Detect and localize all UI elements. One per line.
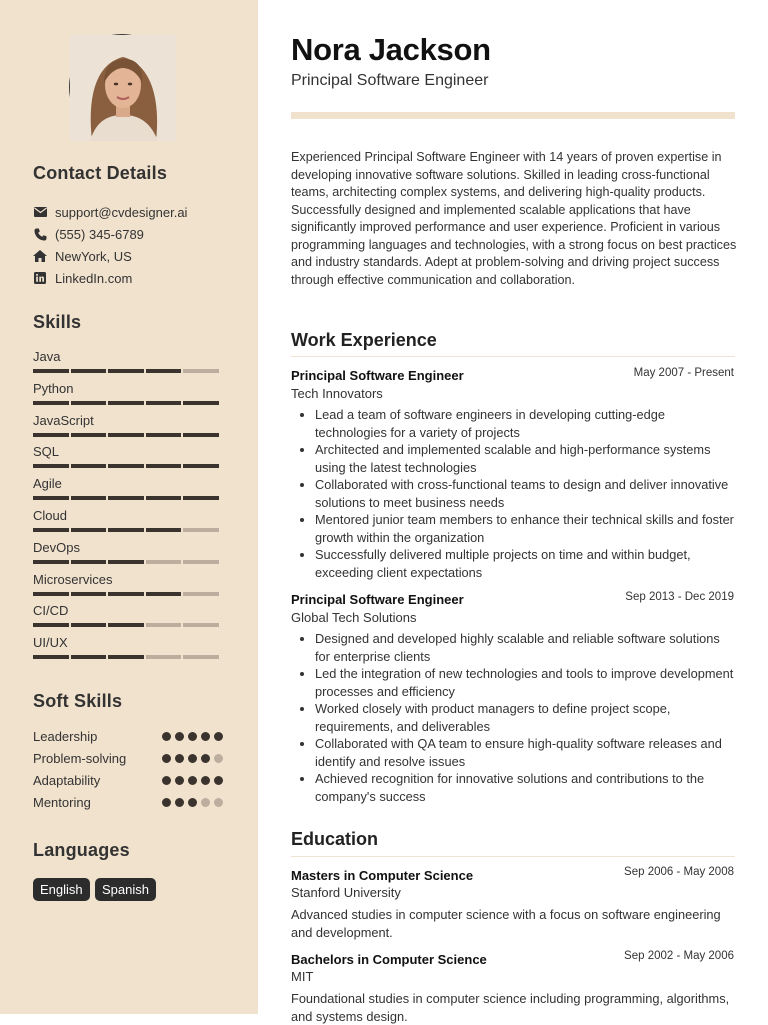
skill-label: Agile bbox=[33, 476, 62, 492]
contact-linkedin-text: LinkedIn.com bbox=[55, 270, 133, 286]
soft-skill-rating bbox=[162, 732, 223, 741]
job-bullet: Achieved recognition for innovative solutions and contributions to the company's success bbox=[296, 770, 736, 805]
contact-email-text: support@cvdesigner.ai bbox=[55, 204, 188, 220]
languages-heading: Languages bbox=[33, 840, 130, 860]
skill-label: CI/CD bbox=[33, 603, 69, 619]
soft-skill-item bbox=[33, 793, 223, 811]
skill-level-segment bbox=[108, 433, 144, 437]
skill-level-segment bbox=[71, 623, 107, 627]
rating-dot bbox=[188, 732, 197, 741]
soft-skill-label: Mentoring bbox=[33, 794, 91, 810]
skill-level-bars bbox=[33, 464, 223, 468]
edu-1-description: Advanced studies in computer science with a focus on software engineering and development. bbox=[291, 907, 721, 940]
skill-label: DevOps bbox=[33, 539, 80, 555]
skill-level-segment bbox=[108, 496, 144, 500]
rating-dot bbox=[201, 798, 210, 807]
job-2-company: Global Tech Solutions bbox=[291, 610, 417, 625]
edu-2-degree: Bachelors in Computer Science bbox=[291, 952, 487, 967]
skill-level-bars bbox=[33, 592, 223, 596]
job-2-date: Sep 2013 - Dec 2019 bbox=[625, 591, 734, 603]
soft-skill-label: Adaptability bbox=[33, 772, 101, 788]
skill-level-segment bbox=[108, 369, 144, 373]
skill-level-segment bbox=[33, 496, 69, 500]
skill-level-bars bbox=[33, 528, 223, 532]
skill-level-segment bbox=[183, 623, 219, 627]
edu-2-description: Foundational studies in computer science including programming, algorithms, and systems design. bbox=[291, 991, 730, 1024]
education-divider bbox=[291, 856, 735, 857]
job-bullet: Successfully delivered multiple projects on time and within budget, exceeding client expectations bbox=[296, 546, 736, 581]
skill-level-segment bbox=[146, 655, 182, 659]
skills-heading: Skills bbox=[33, 312, 82, 332]
work-heading: Work Experience bbox=[291, 330, 437, 350]
skill-level-segment bbox=[33, 560, 69, 564]
skill-level-segment bbox=[108, 464, 144, 468]
job-bullet: Architected and implemented scalable and high-performance systems using the latest technologies bbox=[296, 441, 736, 476]
language-badge-spanish: Spanish bbox=[95, 878, 156, 901]
soft-skill-rating bbox=[162, 798, 223, 807]
skill-label: Cloud bbox=[33, 508, 67, 523]
skill-level-segment bbox=[33, 528, 69, 532]
skill-level-bars bbox=[33, 369, 223, 373]
job-1-bullets bbox=[296, 406, 736, 581]
contact-linkedin[interactable] bbox=[33, 269, 132, 287]
home-icon bbox=[33, 249, 47, 263]
skill-label: UI/UX bbox=[33, 635, 68, 651]
contact-location bbox=[33, 247, 132, 265]
soft-skill-item bbox=[33, 749, 223, 767]
soft-skill-item bbox=[33, 727, 223, 745]
header-divider bbox=[291, 112, 735, 119]
phone-icon bbox=[33, 227, 47, 241]
skill-level-segment bbox=[183, 528, 219, 532]
rating-dot bbox=[214, 776, 223, 785]
skill-level-segment bbox=[71, 496, 107, 500]
skill-item bbox=[33, 572, 223, 596]
rating-dot bbox=[175, 798, 184, 807]
soft-skill-label: Leadership bbox=[33, 728, 98, 744]
contact-phone[interactable] bbox=[33, 225, 144, 243]
soft-skill-label: Problem-solving bbox=[33, 750, 127, 766]
soft-skills-heading: Soft Skills bbox=[33, 691, 123, 711]
skill-level-segment bbox=[146, 623, 182, 627]
skill-level-segment bbox=[71, 401, 107, 405]
skill-level-bars bbox=[33, 623, 223, 627]
rating-dot bbox=[175, 776, 184, 785]
skill-item bbox=[33, 603, 223, 627]
rating-dot bbox=[201, 754, 210, 763]
skill-level-bars bbox=[33, 560, 223, 564]
job-2-title: Principal Software Engineer bbox=[291, 592, 464, 607]
skill-label: Java bbox=[33, 349, 61, 364]
contact-location-text: NewYork, US bbox=[55, 248, 132, 264]
skill-level-segment bbox=[108, 623, 144, 627]
education-heading: Education bbox=[291, 829, 379, 849]
skill-level-segment bbox=[183, 592, 219, 596]
skill-level-segment bbox=[146, 369, 182, 373]
skill-level-segment bbox=[33, 433, 69, 437]
skill-level-segment bbox=[146, 433, 182, 437]
skill-level-segment bbox=[108, 592, 144, 596]
skill-level-segment bbox=[146, 401, 182, 405]
skill-level-segment bbox=[146, 592, 182, 596]
sidebar bbox=[0, 0, 258, 1014]
skill-item bbox=[33, 381, 223, 405]
rating-dot bbox=[162, 798, 171, 807]
edu-2-date: Sep 2002 - May 2006 bbox=[624, 950, 734, 962]
skill-level-segment bbox=[108, 560, 144, 564]
job-bullet: Lead a team of software engineers in developing cutting-edge technologies for a variety of projects bbox=[296, 406, 736, 441]
skill-level-segment bbox=[71, 369, 107, 373]
job-2-bullets bbox=[296, 630, 736, 805]
skill-level-segment bbox=[108, 528, 144, 532]
job-1-company: Tech Innovators bbox=[291, 386, 383, 401]
rating-dot bbox=[175, 732, 184, 741]
job-bullet: Designed and developed highly scalable and reliable software solutions for enterprise clients bbox=[296, 630, 736, 665]
skill-level-segment bbox=[33, 623, 69, 627]
skill-level-segment bbox=[71, 592, 107, 596]
summary-text: Experienced Principal Software Engineer with 14 years of proven expertise in developing innovative software solutions. Skilled in leading cross-functional teams, architecting complex systems, and delivering high-quality products. Successfully designed and implemented scalable applications that have significantly improved performance and user experience. Proficient in various programming languages and technologies, with a strong focus on best practices and industry standards. Adept at problem-solving and driving project success through effective communication and collaboration. bbox=[291, 150, 737, 287]
edu-1-degree: Masters in Computer Science bbox=[291, 868, 474, 883]
skill-level-segment bbox=[108, 655, 144, 659]
job-bullet: Worked closely with product managers to define project scope, requirements, and deliverables bbox=[296, 700, 736, 735]
skill-label: Microservices bbox=[33, 571, 113, 587]
job-1-date: May 2007 - Present bbox=[633, 367, 734, 379]
contact-email[interactable] bbox=[33, 203, 187, 221]
skill-level-segment bbox=[33, 369, 69, 373]
soft-skill-item bbox=[33, 771, 223, 789]
skill-level-segment bbox=[71, 464, 107, 468]
rating-dot bbox=[175, 754, 184, 763]
skill-level-segment bbox=[183, 433, 219, 437]
soft-skill-rating bbox=[162, 776, 223, 785]
rating-dot bbox=[188, 754, 197, 763]
edu-2-school: MIT bbox=[291, 969, 314, 984]
soft-skill-rating bbox=[162, 754, 223, 763]
edu-1-date: Sep 2006 - May 2008 bbox=[624, 866, 734, 878]
skill-level-segment bbox=[33, 464, 69, 468]
skill-item bbox=[33, 508, 223, 532]
language-badge-english: English bbox=[33, 878, 90, 901]
skill-level-segment bbox=[183, 401, 219, 405]
skill-level-segment bbox=[183, 560, 219, 564]
job-bullet: Collaborated with cross-functional teams to design and deliver innovative solutions to meet business needs bbox=[296, 476, 736, 511]
rating-dot bbox=[201, 732, 210, 741]
skill-level-bars bbox=[33, 401, 223, 405]
profile-photo-illustration bbox=[70, 35, 176, 141]
skill-label: JavaScript bbox=[33, 412, 94, 428]
linkedin-icon bbox=[33, 271, 47, 285]
work-divider bbox=[291, 356, 735, 357]
skill-item bbox=[33, 413, 223, 437]
skill-level-segment bbox=[33, 592, 69, 596]
job-1-title: Principal Software Engineer bbox=[291, 368, 464, 383]
skill-level-segment bbox=[183, 655, 219, 659]
profile-photo bbox=[69, 34, 175, 140]
rating-dot bbox=[214, 732, 223, 741]
skill-level-segment bbox=[146, 464, 182, 468]
candidate-name: Nora Jackson bbox=[291, 32, 491, 67]
skill-level-segment bbox=[108, 401, 144, 405]
skill-label: SQL bbox=[33, 444, 60, 460]
rating-dot bbox=[188, 798, 197, 807]
skill-item bbox=[33, 476, 223, 500]
job-bullet: Led the integration of new technologies and tools to improve development processes and efficiency bbox=[296, 665, 736, 700]
job-bullet: Collaborated with QA team to ensure high-quality software releases and identify and resolve issues bbox=[296, 735, 736, 770]
skill-level-segment bbox=[183, 464, 219, 468]
skill-item bbox=[33, 349, 223, 373]
candidate-title: Principal Software Engineer bbox=[291, 72, 489, 89]
contact-heading: Contact Details bbox=[33, 163, 168, 183]
rating-dot bbox=[162, 732, 171, 741]
skill-level-segment bbox=[183, 369, 219, 373]
skill-level-segment bbox=[33, 655, 69, 659]
job-bullet: Mentored junior team members to enhance their technical skills and foster growth within the organization bbox=[296, 511, 736, 546]
skill-label: Python bbox=[33, 380, 74, 396]
skill-level-bars bbox=[33, 655, 223, 659]
skill-item bbox=[33, 540, 223, 564]
skill-level-bars bbox=[33, 433, 223, 437]
skill-level-segment bbox=[146, 496, 182, 500]
skill-level-segment bbox=[146, 528, 182, 532]
skill-level-segment bbox=[33, 401, 69, 405]
rating-dot bbox=[188, 776, 197, 785]
edu-1-school: Stanford University bbox=[291, 885, 401, 900]
skill-level-bars bbox=[33, 496, 223, 500]
skill-level-segment bbox=[146, 560, 182, 564]
skill-level-segment bbox=[71, 528, 107, 532]
skill-level-segment bbox=[71, 560, 107, 564]
rating-dot bbox=[162, 776, 171, 785]
skill-level-segment bbox=[183, 496, 219, 500]
rating-dot bbox=[214, 754, 223, 763]
rating-dot bbox=[162, 754, 171, 763]
contact-phone-text: (555) 345-6789 bbox=[55, 226, 144, 242]
envelope-icon bbox=[33, 205, 47, 219]
skill-item bbox=[33, 444, 223, 468]
skill-level-segment bbox=[71, 655, 107, 659]
rating-dot bbox=[201, 776, 210, 785]
rating-dot bbox=[214, 798, 223, 807]
skill-level-segment bbox=[71, 433, 107, 437]
skill-item bbox=[33, 635, 223, 659]
